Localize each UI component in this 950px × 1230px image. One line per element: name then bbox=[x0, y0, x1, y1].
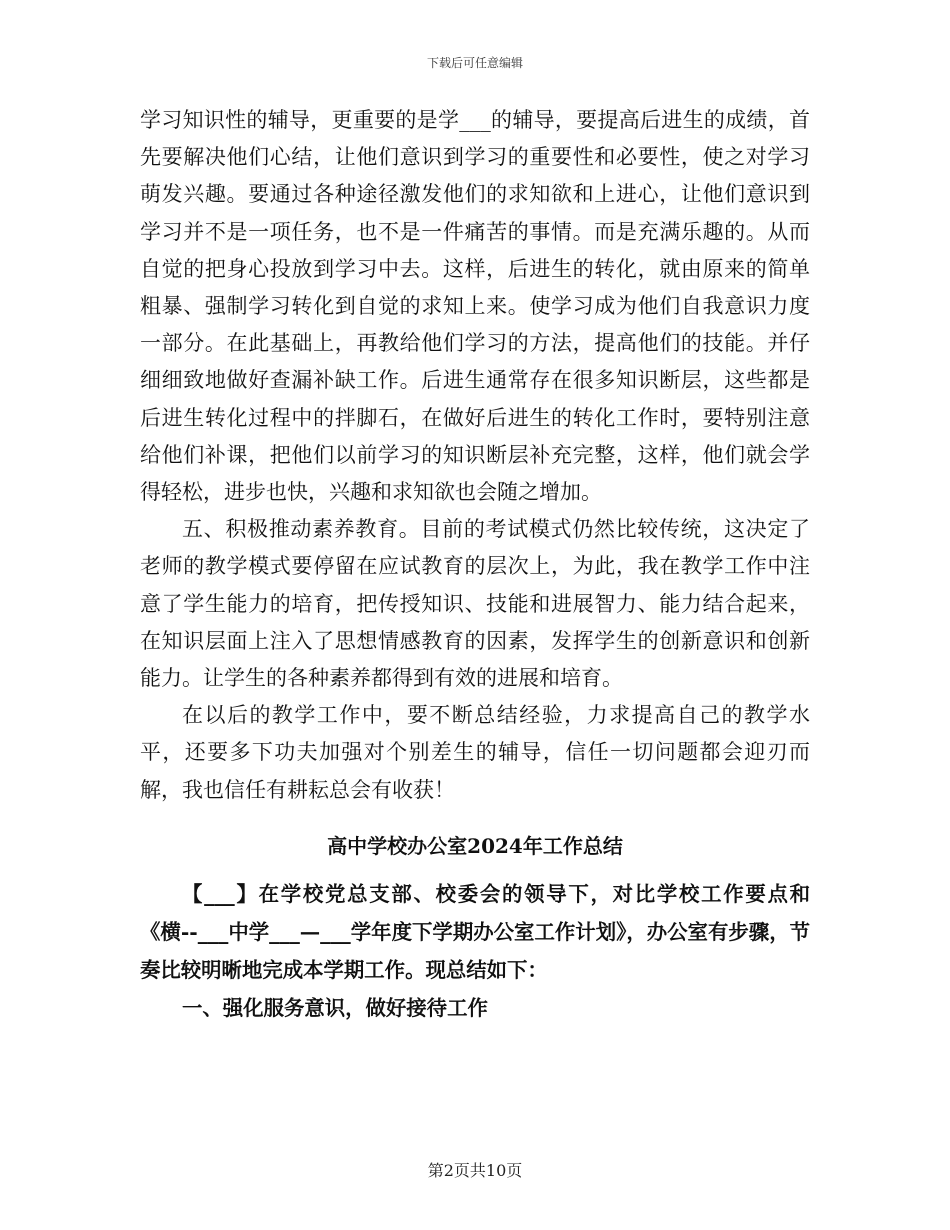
page-header: 下载后可任意编辑 bbox=[426, 56, 523, 70]
paragraph-tutoring: 学习知识性的辅导，更重要的是学___的辅导，要提高后进生的成绩，首先要解决他们心结，让他们意识到学习的重要性和必要性，使之对学习萌发兴趣。要通过各种途径激发他们的求知欲和上进心，让他们意识到学习并不是一项任务，也不是一件痛苦的事情。而是充满乐趣的。从而自觉的把身心投放到学习中去。这样，后进生的转化，就由原来的简单粗暴、强制学习转化到自觉的求知上来。使学习成为他们自我意识力度一部分。在此基础上，再教给他们学习的方法，提高他们的技能。并仔细细致地做好查漏补缺工作。后进生通常存在很多知识断层，这些都是后进生转化过程中的拌脚石，在做好后进生的转化工作时，要特别注意给他们补课，把他们以前学习的知识断层补充完整，这样，他们就会学得轻松，进步也快，兴趣和求知欲也会随之增加。 bbox=[140, 108, 810, 505]
section-title: 高中学校办公室2024年工作总结 bbox=[327, 833, 623, 858]
page-footer: 第2页共10页 bbox=[427, 1161, 523, 1180]
summary-intro: 【___】在学校党总支部、校委会的领导下，对比学校工作要点和《横--___中学___—___学年度下学期办公室工作计划》，办公室有步骤，节奏比较明晰地完成本学期工作。现总结如下： bbox=[140, 881, 810, 982]
paragraph-future-work: 在以后的教学工作中，要不断总结经验，力求提高自己的教学水平，还要多下功夫加强对个别差生的辅导，信任一切问题都会迎刃而解，我也信任有耕耘总会有收获！ bbox=[140, 703, 810, 802]
document-body bbox=[140, 102, 810, 1027]
paragraph-quality-education: 五、积极推动素养教育。目前的考试模式仍然比较传统，这决定了老师的教学模式要停留在应试教育的层次上，为此，我在教学工作中注意了学生能力的培育，把传授知识、技能和进展智力、能力结合起来，在知识层面上注入了思想情感教育的因素，发挥学生的创新意识和创新能力。让学生的各种素养都得到有效的进展和培育。 bbox=[140, 517, 810, 691]
section-heading: 一、强化服务意识，做好接待工作 bbox=[182, 995, 488, 1020]
